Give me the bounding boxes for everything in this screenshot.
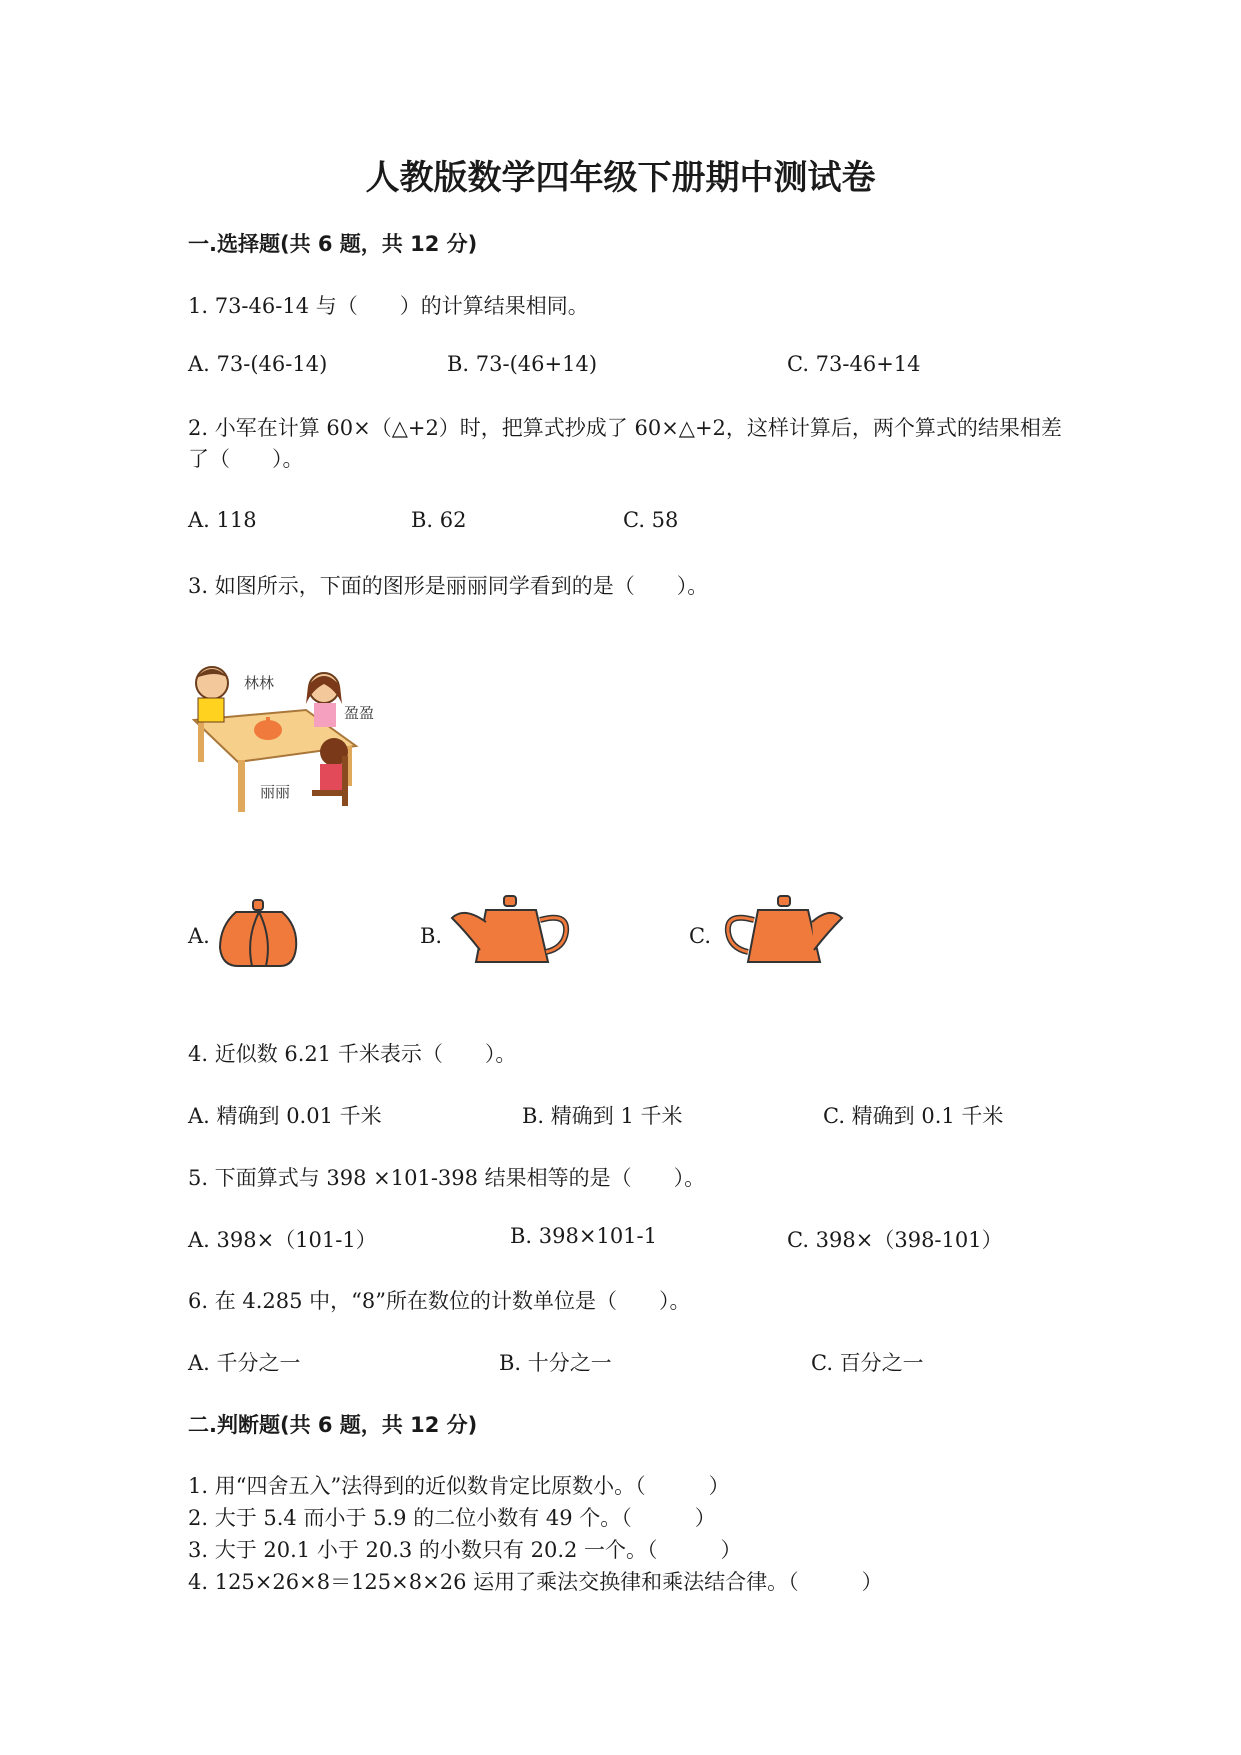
figure-label-yingying: 盈盈 — [344, 704, 375, 722]
q2-option-a: A. 118 — [188, 508, 257, 532]
question-6: 6. 在 4.285 中，“8”所在数位的计数单位是（ ）。 — [188, 1289, 691, 1313]
judgement-item-1: 1. 用“四舍五入”法得到的近似数肯定比原数小。（ ） — [188, 1474, 730, 1498]
teapot-side-view-a — [216, 898, 302, 974]
q1-option-a: A. 73-(46-14) — [188, 352, 328, 376]
judgement-item-2: 2. 大于 5.4 而小于 5.9 的二位小数有 49 个。（ ） — [188, 1506, 716, 1530]
section-heading-judgement: 二.判断题(共 6 题，共 12 分) — [188, 1413, 478, 1437]
page-title: 人教版数学四年级下册期中测试卷 — [365, 158, 876, 198]
question-2: 2. 小军在计算 60×（△+2）时，把算式抄成了 60×△+2，这样计算后，两个算式的结果相差了（ ）。 — [188, 416, 1062, 471]
q6-option-a: A. 千分之一 — [188, 1351, 301, 1375]
q5-option-a: A. 398×（101-1） — [188, 1228, 377, 1252]
figure-label-lili: 丽丽 — [260, 783, 291, 801]
judgement-item-4: 4. 125×26×8＝125×8×26 运用了乘法交换律和乘法结合律。（ ） — [188, 1570, 883, 1594]
q5-option-b: B. 398×101-1 — [510, 1224, 657, 1248]
q4-option-c: C. 精确到 0.1 千米 — [823, 1104, 1004, 1128]
figure-label-linlin: 林林 — [244, 674, 275, 692]
q2-option-b: B. 62 — [411, 508, 467, 532]
teapot-side-view-c — [720, 892, 846, 972]
q3-option-a: A. — [188, 924, 210, 948]
q6-option-b: B. 十分之一 — [499, 1351, 612, 1375]
question-5: 5. 下面算式与 398 ×101-398 结果相等的是（ ）。 — [188, 1166, 706, 1190]
teapot-side-view-b — [448, 892, 574, 972]
question-3: 3. 如图所示，下面的图形是丽丽同学看到的是（ ）。 — [188, 574, 709, 598]
q3-option-b: B. — [420, 924, 443, 948]
q5-option-c: C. 398×（398-101） — [787, 1228, 1003, 1252]
question-4: 4. 近似数 6.21 千米表示（ ）。 — [188, 1042, 517, 1066]
q2-option-c: C. 58 — [623, 508, 679, 532]
table-scene-illustration — [186, 660, 386, 820]
q1-option-c: C. 73-46+14 — [787, 352, 921, 376]
judgement-item-3: 3. 大于 20.1 小于 20.3 的小数只有 20.2 一个。（ ） — [188, 1538, 742, 1562]
q3-option-c: C. — [689, 924, 711, 948]
section-heading-choice: 一.选择题(共 6 题，共 12 分) — [188, 232, 478, 256]
q6-option-c: C. 百分之一 — [811, 1351, 924, 1375]
q1-option-b: B. 73-(46+14) — [447, 352, 598, 376]
question-1: 1. 73-46-14 与（ ）的计算结果相同。 — [188, 294, 589, 318]
q4-option-a: A. 精确到 0.01 千米 — [188, 1104, 382, 1128]
q4-option-b: B. 精确到 1 千米 — [522, 1104, 683, 1128]
